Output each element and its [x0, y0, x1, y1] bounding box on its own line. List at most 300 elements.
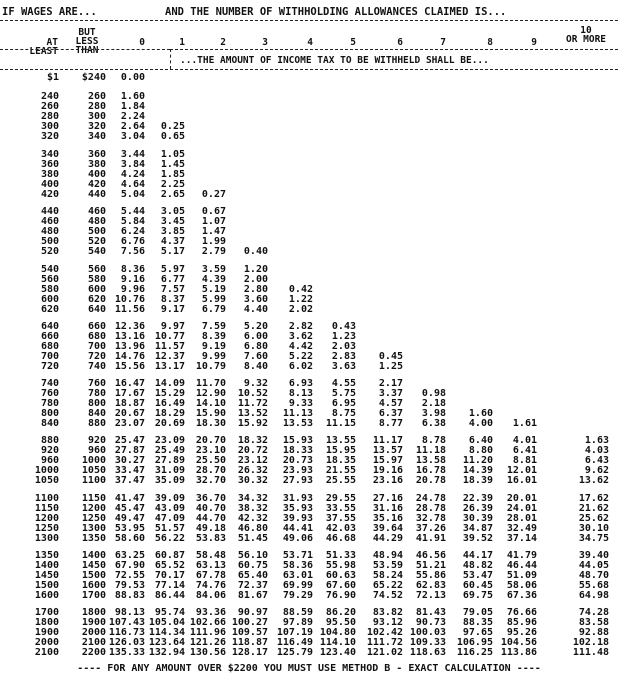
wage-less-than: 960 — [87, 445, 106, 456]
wage-less-than: 840 — [87, 408, 106, 419]
withholding-amount: 67.60 — [325, 580, 356, 591]
withholding-amount: 33.55 — [325, 503, 356, 514]
withholding-amount: 60.63 — [325, 570, 356, 581]
wage-less-than: 1300 — [81, 523, 106, 534]
withholding-amount: 81.67 — [237, 590, 268, 601]
withholding-amount: 44.29 — [372, 533, 403, 544]
withholding-amount: 69.75 — [462, 590, 493, 601]
withholding-amount: 4.03 — [584, 445, 609, 456]
withholding-amount: 18.39 — [462, 475, 493, 486]
withholding-amount: 1.60 — [468, 408, 493, 419]
wage-at-least: 2100 — [34, 647, 59, 658]
withholding-amount: 84.06 — [195, 590, 226, 601]
withholding-amount: 9.99 — [201, 351, 226, 362]
withholding-amount: 8.80 — [468, 445, 493, 456]
withholding-amount: 34.87 — [462, 523, 493, 534]
withholding-amount: 3.84 — [120, 159, 145, 170]
wage-less-than: 1200 — [81, 503, 106, 514]
withholding-amount: 11.70 — [195, 378, 226, 389]
withholding-amount: 46.44 — [506, 560, 537, 571]
withholding-amount: 13.57 — [372, 445, 403, 456]
withholding-amount: 53.47 — [462, 570, 493, 581]
withholding-amount: 86.20 — [325, 607, 356, 618]
withholding-amount: 28.01 — [506, 513, 537, 524]
withholding-amount: 58.48 — [195, 550, 226, 561]
withholding-amount: 79.53 — [114, 580, 145, 591]
wage-at-least: $1 — [46, 72, 59, 83]
withholding-amount: 105.04 — [148, 617, 185, 628]
withholding-amount: 95.26 — [506, 627, 537, 638]
withholding-amount: 16.78 — [415, 465, 446, 476]
header-line: 10 — [580, 25, 592, 36]
wage-at-least: 2000 — [34, 637, 59, 648]
withholding-amount: 95.50 — [325, 617, 356, 628]
allowance-header-8: 8 — [487, 37, 493, 48]
wage-at-least: 620 — [40, 304, 59, 315]
header-line: AT — [46, 37, 58, 48]
withholding-amount: 93.36 — [195, 607, 226, 618]
wage-less-than: 380 — [87, 159, 106, 170]
wage-at-least: 640 — [40, 321, 59, 332]
withholding-amount: 51.09 — [506, 570, 537, 581]
withholding-amount: 1.47 — [201, 226, 226, 237]
withholding-amount: 64.98 — [578, 590, 609, 601]
withholding-amount: 4.64 — [120, 179, 145, 190]
withholding-amount: 18.35 — [325, 455, 356, 466]
wage-at-least: 960 — [40, 455, 59, 466]
withholding-amount: 16.01 — [506, 475, 537, 486]
withholding-amount: 60.45 — [462, 580, 493, 591]
withholding-amount: 27.87 — [114, 445, 145, 456]
withholding-amount: 5.04 — [120, 189, 145, 200]
withholding-amount: 13.96 — [114, 341, 145, 352]
wage-less-than: 640 — [87, 304, 106, 315]
withholding-amount: 5.44 — [120, 206, 145, 217]
withholding-amount: 67.90 — [114, 560, 145, 571]
wage-at-least: 260 — [40, 101, 59, 112]
withholding-amount: 35.93 — [282, 503, 313, 514]
withholding-amount: 74.28 — [578, 607, 609, 618]
withholding-amount: 18.29 — [154, 408, 185, 419]
withholding-amount: 11.20 — [462, 455, 493, 466]
withholding-amount: 19.16 — [372, 465, 403, 476]
withholding-amount: 63.13 — [195, 560, 226, 571]
withholding-amount: 13.17 — [154, 361, 185, 372]
withholding-amount: 1.61 — [512, 418, 537, 429]
withholding-amount: 27.16 — [372, 493, 403, 504]
wage-at-least: 500 — [40, 236, 59, 247]
wage-at-least: 660 — [40, 331, 59, 342]
withholding-amount: 6.93 — [288, 378, 313, 389]
wage-at-least: 800 — [40, 408, 59, 419]
withholding-amount: 46.56 — [415, 550, 446, 561]
withholding-amount: 7.57 — [160, 284, 185, 295]
wage-at-least: 1900 — [34, 627, 59, 638]
withholding-amount: 116.73 — [108, 627, 145, 638]
withholding-amount: 53.95 — [114, 523, 145, 534]
withholding-amount: 14.09 — [154, 378, 185, 389]
withholding-amount: 24.78 — [415, 493, 446, 504]
wage-at-least: 600 — [40, 294, 59, 305]
withholding-amount: 118.87 — [231, 637, 268, 648]
wage-at-least: 360 — [40, 159, 59, 170]
withholding-amount: 3.85 — [160, 226, 185, 237]
withholding-amount: 60.75 — [237, 560, 268, 571]
withholding-amount: 93.12 — [372, 617, 403, 628]
wage-less-than: 260 — [87, 91, 106, 102]
withholding-amount: 79.05 — [462, 607, 493, 618]
at-least-header — [10, 38, 58, 56]
withholding-amount: 35.09 — [154, 475, 185, 486]
withholding-amount: 32.49 — [506, 523, 537, 534]
withholding-amount: 49.47 — [114, 513, 145, 524]
withholding-amount: 10.52 — [237, 388, 268, 399]
withholding-amount: 128.17 — [231, 647, 268, 658]
withholding-amount: 15.93 — [282, 435, 313, 446]
withholding-amount: 6.80 — [243, 341, 268, 352]
withholding-amount: 2.79 — [201, 246, 226, 257]
withholding-amount: 2.82 — [288, 321, 313, 332]
withholding-amount: 1.05 — [160, 149, 185, 160]
withholding-amount: 20.78 — [415, 475, 446, 486]
withholding-amount: 123.40 — [319, 647, 356, 658]
header-rule-right — [170, 49, 618, 50]
withholding-amount: 65.22 — [372, 580, 403, 591]
withholding-amount: 5.20 — [243, 321, 268, 332]
wage-less-than: 1450 — [81, 560, 106, 571]
withholding-amount: 1.99 — [201, 236, 226, 247]
wage-at-least: 1350 — [34, 550, 59, 561]
withholding-amount: 49.06 — [282, 533, 313, 544]
withholding-amount: 12.01 — [506, 465, 537, 476]
withholding-amount: 7.56 — [120, 246, 145, 257]
withholding-amount: 111.96 — [189, 627, 226, 638]
withholding-amount: 3.60 — [243, 294, 268, 305]
withholding-amount: 4.37 — [160, 236, 185, 247]
wages-title: IF WAGES ARE... — [2, 6, 97, 18]
withholding-amount: 11.57 — [154, 341, 185, 352]
withholding-amount: 81.43 — [415, 607, 446, 618]
top-rule — [0, 20, 618, 21]
withholding-amount: 9.32 — [243, 378, 268, 389]
withholding-amount: 31.09 — [154, 465, 185, 476]
wage-less-than: 1800 — [81, 607, 106, 618]
withholding-amount: 11.13 — [282, 408, 313, 419]
withholding-amount: 116.49 — [276, 637, 313, 648]
wage-less-than: 2000 — [81, 627, 106, 638]
withholding-amount: 37.26 — [415, 523, 446, 534]
withholding-amount: 8.81 — [512, 455, 537, 466]
withholding-amount: 3.63 — [331, 361, 356, 372]
withholding-amount: 26.39 — [462, 503, 493, 514]
withholding-amount: 18.30 — [195, 418, 226, 429]
wage-less-than: 320 — [87, 121, 106, 132]
withholding-amount: 9.33 — [288, 398, 313, 409]
withholding-amount: 4.01 — [512, 435, 537, 446]
withholding-amount: 39.93 — [282, 513, 313, 524]
withholding-amount: 3.37 — [378, 388, 403, 399]
withholding-amount: 41.79 — [506, 550, 537, 561]
withholding-amount: 15.97 — [372, 455, 403, 466]
withholding-amount: 123.64 — [148, 637, 185, 648]
withholding-amount: 33.47 — [114, 465, 145, 476]
wage-at-least: 740 — [40, 378, 59, 389]
withholding-amount: 30.32 — [237, 475, 268, 486]
withholding-amount: 1.84 — [120, 101, 145, 112]
withholding-amount: 46.68 — [325, 533, 356, 544]
withholding-amount: 30.10 — [578, 523, 609, 534]
allowances-title: AND THE NUMBER OF WITHHOLDING ALLOWANCES CLAIMED IS... — [165, 6, 507, 18]
withholding-amount: 69.99 — [282, 580, 313, 591]
withholding-amount: 58.60 — [114, 533, 145, 544]
withholding-amount: 27.89 — [154, 455, 185, 466]
withholding-amount: 8.40 — [243, 361, 268, 372]
withholding-amount: 53.83 — [195, 533, 226, 544]
withholding-amount: 17.62 — [578, 493, 609, 504]
withholding-amount: 4.00 — [468, 418, 493, 429]
withholding-amount: 25.50 — [195, 455, 226, 466]
allowance-header-4: 4 — [307, 37, 313, 48]
withholding-amount: 16.49 — [154, 398, 185, 409]
withholding-amount: 58.06 — [506, 580, 537, 591]
withholding-amount: 76.90 — [325, 590, 356, 601]
withholding-amount: 111.72 — [366, 637, 403, 648]
wage-less-than: 520 — [87, 236, 106, 247]
withholding-amount: 23.12 — [237, 455, 268, 466]
withholding-amount: 104.56 — [500, 637, 537, 648]
withholding-amount: 3.05 — [160, 206, 185, 217]
withholding-amount: 15.90 — [195, 408, 226, 419]
withholding-amount: 12.37 — [154, 351, 185, 362]
withholding-amount: 118.63 — [409, 647, 446, 658]
allowance-header-7: 7 — [440, 37, 446, 48]
withholding-amount: 32.70 — [195, 475, 226, 486]
wage-less-than: 500 — [87, 226, 106, 237]
withholding-amount: 39.52 — [462, 533, 493, 544]
withholding-amount: 21.55 — [325, 465, 356, 476]
wage-at-least: 1200 — [34, 513, 59, 524]
withholding-amount: 2.80 — [243, 284, 268, 295]
withholding-amount: 102.66 — [189, 617, 226, 628]
withholding-amount: 42.03 — [325, 523, 356, 534]
withholding-amount: 15.95 — [325, 445, 356, 456]
withholding-amount: 44.17 — [462, 550, 493, 561]
header-line: LEAST — [29, 46, 58, 57]
withholding-amount: 0.43 — [331, 321, 356, 332]
withholding-amount: 23.10 — [195, 445, 226, 456]
wage-less-than: 880 — [87, 418, 106, 429]
wage-less-than: 700 — [87, 341, 106, 352]
withholding-amount: 14.76 — [114, 351, 145, 362]
withholding-amount: 1.45 — [160, 159, 185, 170]
withholding-amount: 25.62 — [578, 513, 609, 524]
withholding-amount: 23.16 — [372, 475, 403, 486]
wage-at-least: 1700 — [34, 607, 59, 618]
withholding-amount: 11.18 — [415, 445, 446, 456]
wage-at-least: 420 — [40, 189, 59, 200]
wage-at-least: 460 — [40, 216, 59, 227]
withholding-amount: 21.62 — [578, 503, 609, 514]
withholding-amount: 30.39 — [462, 513, 493, 524]
wage-at-least: 320 — [40, 131, 59, 142]
withholding-amount: 13.53 — [282, 418, 313, 429]
withholding-amount: 58.36 — [282, 560, 313, 571]
withholding-amount: 23.93 — [282, 465, 313, 476]
withholding-amount: 46.80 — [237, 523, 268, 534]
wage-at-least: 1050 — [34, 475, 59, 486]
withholding-amount: 4.24 — [120, 169, 145, 180]
amount-subheader: ...THE AMOUNT OF INCOME TAX TO BE WITHHELD SHALL BE... — [180, 55, 489, 66]
withholding-amount: 8.77 — [378, 418, 403, 429]
withholding-amount: 2.25 — [160, 179, 185, 190]
withholding-amount: 121.02 — [366, 647, 403, 658]
wage-less-than: 280 — [87, 101, 106, 112]
withholding-amount: 114.10 — [319, 637, 356, 648]
withholding-amount: 15.29 — [154, 388, 185, 399]
withholding-amount: 18.33 — [282, 445, 313, 456]
withholding-amount: 3.44 — [120, 149, 145, 160]
withholding-amount: 76.66 — [506, 607, 537, 618]
withholding-amount: 114.34 — [148, 627, 185, 638]
withholding-amount: 8.36 — [120, 264, 145, 275]
withholding-amount: 88.35 — [462, 617, 493, 628]
withholding-amount: 14.10 — [195, 398, 226, 409]
withholding-amount: 45.47 — [114, 503, 145, 514]
withholding-amount: 62.83 — [415, 580, 446, 591]
wage-less-than: 780 — [87, 388, 106, 399]
withholding-amount: 85.96 — [506, 617, 537, 628]
withholding-amount: 72.37 — [237, 580, 268, 591]
withholding-amount: 4.55 — [331, 378, 356, 389]
withholding-amount: 2.24 — [120, 111, 145, 122]
withholding-amount: 53.59 — [372, 560, 403, 571]
withholding-amount: 1.22 — [288, 294, 313, 305]
withholding-amount: 41.91 — [415, 533, 446, 544]
withholding-amount: 58.24 — [372, 570, 403, 581]
allowance-header-10-or-more — [563, 26, 609, 44]
withholding-amount: 36.70 — [195, 493, 226, 504]
withholding-amount: 20.01 — [506, 493, 537, 504]
withholding-amount: 104.80 — [319, 627, 356, 638]
wage-at-least: 520 — [40, 246, 59, 257]
withholding-amount: 2.00 — [243, 274, 268, 285]
withholding-amount: 109.33 — [409, 637, 446, 648]
withholding-amount: 15.56 — [114, 361, 145, 372]
withholding-amount: 9.97 — [160, 321, 185, 332]
withholding-amount: 31.16 — [372, 503, 403, 514]
withholding-amount: 44.41 — [282, 523, 313, 534]
withholding-amount: 10.79 — [195, 361, 226, 372]
withholding-amount: 37.47 — [114, 475, 145, 486]
withholding-amount: 95.74 — [154, 607, 185, 618]
withholding-amount: 35.16 — [372, 513, 403, 524]
withholding-amount: 1.23 — [331, 331, 356, 342]
allowance-header-3: 3 — [262, 37, 268, 48]
withholding-amount: 72.55 — [114, 570, 145, 581]
wage-less-than: 2100 — [81, 637, 106, 648]
wage-at-least: 880 — [40, 435, 59, 446]
withholding-amount: 0.27 — [201, 189, 226, 200]
withholding-amount: 0.65 — [160, 131, 185, 142]
withholding-amount: 0.40 — [243, 246, 268, 257]
withholding-amount: 28.70 — [195, 465, 226, 476]
withholding-amount: 37.14 — [506, 533, 537, 544]
withholding-amount: 2.17 — [378, 378, 403, 389]
withholding-amount: 88.83 — [114, 590, 145, 601]
withholding-amount: 43.09 — [154, 503, 185, 514]
withholding-amount: 7.60 — [243, 351, 268, 362]
withholding-amount: 0.45 — [378, 351, 403, 362]
wage-less-than: 1000 — [81, 455, 106, 466]
withholding-amount: 83.82 — [372, 607, 403, 618]
wage-less-than: 1350 — [81, 533, 106, 544]
withholding-amount: 13.58 — [415, 455, 446, 466]
withholding-amount: 9.96 — [120, 284, 145, 295]
withholding-amount: 38.32 — [237, 503, 268, 514]
withholding-amount: 31.93 — [282, 493, 313, 504]
withholding-amount: 102.18 — [572, 637, 609, 648]
withholding-amount: 48.94 — [372, 550, 403, 561]
wage-at-least: 340 — [40, 149, 59, 160]
withholding-amount: 8.75 — [331, 408, 356, 419]
withholding-amount: 11.15 — [325, 418, 356, 429]
withholding-amount: 6.95 — [331, 398, 356, 409]
withholding-amount: 47.09 — [154, 513, 185, 524]
withholding-amount: 56.10 — [237, 550, 268, 561]
withholding-amount: 5.22 — [288, 351, 313, 362]
withholding-amount: 20.69 — [154, 418, 185, 429]
withholding-amount: 2.64 — [120, 121, 145, 132]
withholding-amount: 100.03 — [409, 627, 446, 638]
withholding-amount: 97.65 — [462, 627, 493, 638]
withholding-amount: 51.33 — [325, 550, 356, 561]
withholding-amount: 24.01 — [506, 503, 537, 514]
withholding-amount: 5.17 — [160, 246, 185, 257]
wage-at-least: 380 — [40, 169, 59, 180]
wage-less-than: 1700 — [81, 590, 106, 601]
wage-less-than: 360 — [87, 149, 106, 160]
withholding-amount: 6.40 — [468, 435, 493, 446]
wage-at-least: 440 — [40, 206, 59, 217]
but-less-than-header — [68, 28, 106, 55]
withholding-amount: 5.19 — [201, 284, 226, 295]
wage-at-least: 300 — [40, 121, 59, 132]
withholding-amount: 37.55 — [325, 513, 356, 524]
withholding-amount: 34.75 — [578, 533, 609, 544]
header-line: LESS — [75, 36, 99, 47]
withholding-amount: 9.62 — [584, 465, 609, 476]
withholding-amount: 6.37 — [378, 408, 403, 419]
withholding-amount: 6.77 — [160, 274, 185, 285]
withholding-amount: 107.43 — [108, 617, 145, 628]
withholding-amount: 72.13 — [415, 590, 446, 601]
wage-less-than: 920 — [87, 435, 106, 446]
withholding-amount: 51.45 — [237, 533, 268, 544]
withholding-amount: 8.37 — [160, 294, 185, 305]
withholding-amount: 6.02 — [288, 361, 313, 372]
header-line: THAN — [75, 45, 99, 56]
withholding-amount: 2.65 — [160, 189, 185, 200]
wage-at-least: 920 — [40, 445, 59, 456]
withholding-amount: 63.01 — [282, 570, 313, 581]
withholding-amount: 8.78 — [421, 435, 446, 446]
withholding-amount: 0.98 — [421, 388, 446, 399]
withholding-amount: 11.72 — [237, 398, 268, 409]
wage-at-least: 700 — [40, 351, 59, 362]
withholding-amount: 27.93 — [282, 475, 313, 486]
wage-less-than: 720 — [87, 351, 106, 362]
withholding-amount: 40.70 — [195, 503, 226, 514]
